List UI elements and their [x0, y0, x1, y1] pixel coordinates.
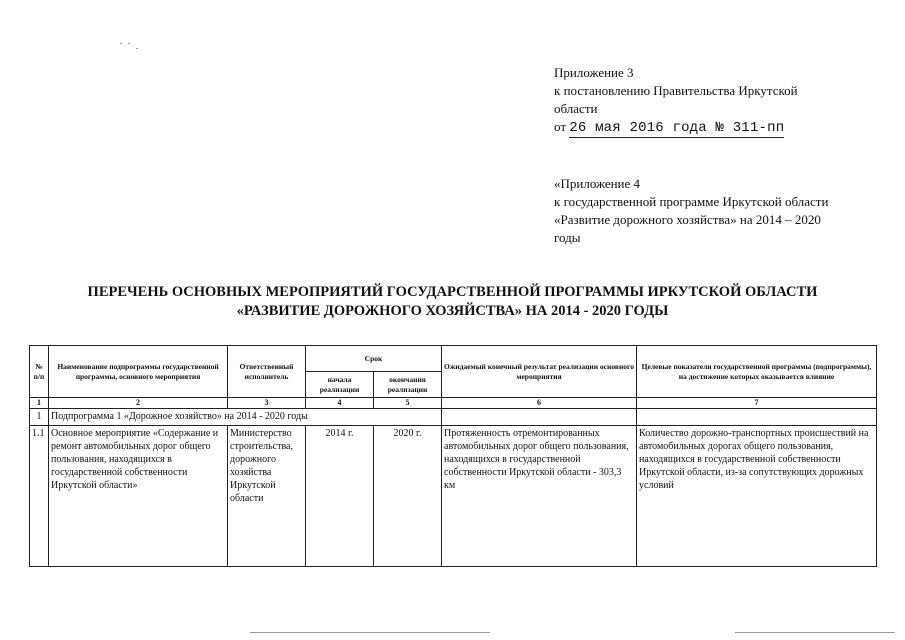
row-executor: Министерство строительства, дорожного хозяйства Иркутской области	[228, 426, 306, 567]
column-number: 2	[49, 398, 228, 409]
appendix-4-line4: годы	[554, 230, 581, 245]
title-line-1: ПЕРЕЧЕНЬ ОСНОВНЫХ МЕРОПРИЯТИЙ ГОСУДАРСТВЕННОЙ ПРОГРАММЫ ИРКУТСКОЙ ОБЛАСТИ	[87, 284, 818, 300]
title-line-2: «РАЗВИТИЕ ДОРОЖНОГО ХОЗЯЙСТВА» НА 2014 - 2020 ГОДЫ	[236, 303, 669, 319]
scan-speck	[128, 43, 130, 44]
subprogram-title: Подпрограмма 1 «Дорожное хозяйство» на 2014 - 2020 годы	[49, 409, 442, 426]
header-start: начала реализации	[306, 372, 374, 398]
column-number: 1	[30, 398, 49, 409]
header-indicators: Целевые показатели государственной программы (подпрограммы), на достижение которых оказывается влияние	[637, 346, 877, 398]
row-result: Протяженность отремонтированных автомобильных дорог общего пользования, находящихся в государственной собственности Иркутской области - 303,3 км	[442, 426, 637, 567]
row-num: 1.1	[30, 426, 49, 567]
scan-speck	[120, 43, 122, 44]
appendix-3-title: Приложение 3	[554, 65, 634, 80]
appendix-3-line3: области	[554, 101, 598, 116]
header-result: Ожидаемый конечный результат реализации основного мероприятия	[442, 346, 637, 398]
column-number: 5	[374, 398, 442, 409]
appendix-3-block	[554, 64, 854, 137]
header-num: № п/п	[30, 346, 49, 398]
row-end: 2020 г.	[374, 426, 442, 567]
appendix-4-block	[554, 175, 874, 247]
row-name: Основное мероприятие «Содержание и ремонт автомобильных дорог общего пользования, находящихся в государственной собственности Иркутской области»	[49, 426, 228, 567]
scan-speck	[136, 48, 138, 49]
appendix-4-line2: к государственной программе Иркутской области	[554, 194, 829, 209]
row-start: 2014 г.	[306, 426, 374, 567]
date-prefix: от	[554, 119, 567, 134]
appendix-4-title: «Приложение 4	[554, 176, 641, 191]
page-title	[0, 283, 905, 321]
header-term: Срок	[306, 346, 442, 372]
column-number: 7	[637, 398, 877, 409]
column-number-row	[30, 398, 877, 409]
empty-cell	[637, 409, 877, 426]
appendix-3-line2: к постановлению Правительства Иркутской	[554, 83, 798, 98]
measures-table	[29, 345, 877, 567]
appendix-4-line3: «Развитие дорожного хозяйства» на 2014 – 2020	[554, 212, 821, 227]
header-executor: Ответственный исполнитель	[228, 346, 306, 398]
header-end: окончания реализации	[374, 372, 442, 398]
column-number: 4	[306, 398, 374, 409]
subprogram-row	[30, 409, 877, 426]
scan-edge-line	[250, 632, 490, 633]
column-number: 3	[228, 398, 306, 409]
header-name: Наименование подпрограммы государственной программы, основного мероприятия	[49, 346, 228, 398]
decree-date: 26 мая 2016 года № 311-пп	[569, 120, 785, 136]
table-row	[30, 426, 877, 567]
column-number: 6	[442, 398, 637, 409]
appendix-3-date-line	[554, 118, 854, 137]
scan-edge-line	[735, 632, 895, 633]
empty-cell	[442, 409, 637, 426]
row-indicators: Количество дорожно-транспортных происшествий на автомобильных дорогах общего пользования, находящихся в государственной собственности Иркутской области, из-за сопутствующих дорожных условий	[637, 426, 877, 567]
subprogram-num: 1	[30, 409, 49, 426]
